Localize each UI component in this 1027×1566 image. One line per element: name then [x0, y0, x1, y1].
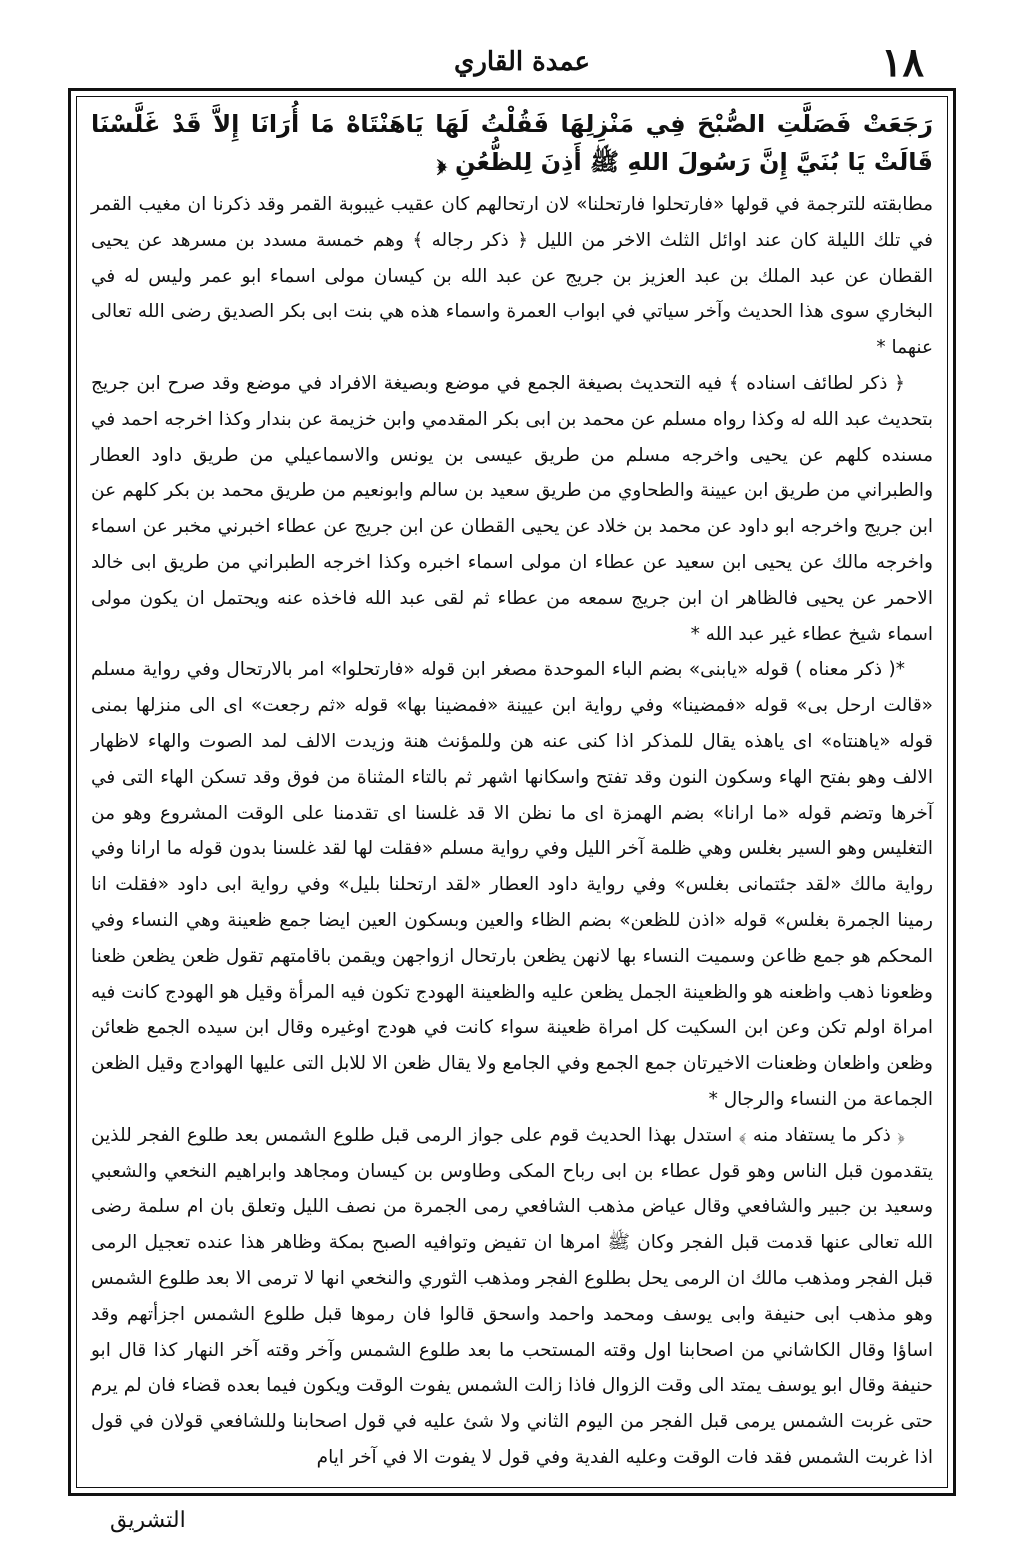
running-title: عمدة القاري [454, 47, 590, 77]
paragraph-relevance-and-narrators: مطابقته للترجمة في قولها «فارتحلوا فارتحلنا» لان ارتحالهم كان عقيب غيبوبة القمر وقد ذكرنا ان مغيب القمر في تلك الليلة كان عند اوائل الثلث الاخر من الليل ﴿ ذكر رجاله ﴾ وهم خمسة مسدد بن مسرهد عن يحيى القطان عن عبد الملك بن عبد العزيز بن جريج عن عبد الله بن كيسان مولى اسماء ابو عمر وليس له في البخاري سوى هذا الحديث وآخر سياتي في ابواب العمرة واسماء هذه هي بنت ابى بكر الصديق رضى الله تعالى عنهما * [91, 194, 933, 359]
main-text [91, 105, 933, 1476]
paragraph-meaning: *( ذكر معناه ) قوله «يابنى» بضم الباء الموحدة مصغر ابن قوله «فارتحلوا» امر بالارتحال وفي رواية مسلم «قالت ارحل بى» قوله «فمضينا» وفي رواية ابن عيينة «فمضينا بها» قوله «ثم رجعت» اى الى منزلها بمنى قوله «ياهنتاه» اى ياهذه يقال للمذكر اذا كنى عنه هن وللمؤنث هنة وزيدت الالف لمد الصوت والهاء لاظهار الالف وهو بفتح الهاء وسكون النون وقد تفتح واسكانها اشهر ثم بالتاء المثناة من فوق وقد تسكن الهاء التى في آخرها وتضم قوله «ما ارانا» بضم الهمزة اى ما نظن الا قد غلسنا اى تقدمنا على الوقت المشروع وهو من التغليس وهو السير بغلس وهي ظلمة آخر الليل وفي رواية مسلم «فقلت لها لقد غلسنا بدون قوله ما ارانا وفي رواية مالك «لقد جئتمانى بغلس» وفي رواية داود العطار «لقد ارتحلنا بليل» وفي رواية ابى داود «فقلت انا رمينا الجمرة بغلس» قوله «اذن للظعن» بضم الظاء والعين وبسكون العين ايضا جمع ظعينة وهي النساء وفي المحكم هو جمع ظاعن وسميت النساء بها لانهن يظعن بارتحال ازواجهن ويقمن باقامتهم تقول ظعن يظعن ظعنا وظعونا ذهب واظعنه هو والظعينة الجمل يظعن عليه والظعينة الهودج تكون فيه المرأة وقيل هو الهودج كانت فيه امراة اولم تكن وعن ابن السكيت كل امراة ظعينة سواء كانت في هودج اوغيره وقال ابن سيده الجمع ظعائن وظعن واظعان وظعنات الاخيرتان جمع الجمع وفي الجامع ولا يقال ظعن الا للابل التى عليها الهوادج وقيل الظعن الجماعة من النساء والرجال * [91, 659, 933, 1110]
page-header [64, 38, 964, 88]
catchword: التشريق [110, 1508, 186, 1533]
paragraph-rulings: ﴿ ذكر ما يستفاد منه ﴾ استدل بهذا الحديث قوم على جواز الرمى قبل طلوع الشمس بعد طلوع الفجر للذين يتقدمون قبل الناس وهو قول عطاء بن ابى رباح المكى وطاوس بن كيسان ومجاهد وابراهيم النخعي والشعبي وسعيد بن جبير والشافعي وقال عياض مذهب الشافعي رمى الجمرة من نصف الليل وتعلق بان ام سلمة رضى الله تعالى عنها قدمت قبل الفجر وكان ﷺ امرها ان تفيض وتوافيه الصبح بمكة وظاهر هذا عنده تعجيل الرمى قبل الفجر ومذهب مالك ان الرمى يحل بطلوع الفجر ومذهب الثوري والنخعي انها لا ترمى الا بعد طلوع الشمس وهو مذهب ابى حنيفة وابى يوسف ومحمد واحمد واسحق قالوا فان رموها قبل طلوع الشمس اجزأتهم وقد اساؤا وقال الكاشاني من اصحابنا اول وقته المستحب ما بعد طلوع الشمس وآخر وقته آخر النهار كذا قال ابو حنيفة وقال ابو يوسف يمتد الى وقت الزوال فاذا زالت الشمس يفوت الوقت ويكون فيما بعده قضاء فان لم يرم حتى غربت الشمس يرمى قبل الفجر من اليوم الثاني ولا شئ عليه في قول اصحابنا وللشافعي قولان في قول اذا غربت الشمس فقد فات الوقت وعليه الفدية وفي قول لا يفوت الا في آخر ايام [91, 1124, 933, 1468]
page-number: ۱۸ [881, 39, 924, 86]
hadith-text: رَجَعَتْ فَصَلَّتِ الصُّبْحَ فِي مَنْزِلِهَا فَقُلْتُ لَهَا يَاهَنْتَاهْ مَا أُرَانَا إِلاَّ قَدْ غَلَّسْنَا قَالَتْ يَا بُنَيَّ إِنَّ رَسُولَ اللهِ ﷺ أَذِنَ لِلظُّعُنِ ﴿ [91, 110, 933, 176]
page-border-outer [68, 88, 956, 1496]
paragraph-isnad-subtleties: ﴿ ذكر لطائف اسناده ﴾ فيه التحديث بصيغة الجمع في موضع وبصيغة الافراد في موضع وقد صرح ابن جريج بتحديث عبد الله له وكذا رواه مسلم عن محمد بن ابى بكر المقدمي وابن خزيمة عن بندار وكذا اخرجه احمد في مسنده كلهم عن يحيى واخرجه مسلم من طريق عيسى بن يونس والاسماعيلي من طريق داود العطار والطبراني من طريق ابن عيينة والطحاوي من طريق سعيد بن سالم وابونعيم من طريق محمد بن بكر كلهم عن ابن جريج واخرجه ابو داود عن محمد بن خلاد عن يحيى القطان عن ابن جريج عن عطاء اخبرني مخبر عن اسماء واخرجه مالك عن يحيى ابن سعيد عن عطاء ان مولى اسماء اخبره وكذا اخرجه الطبراني من طريق ابى خالد الاحمر عن يحيى فالظاهر ان ابن جريج سمعه من عطاء ثم لقى عبد الله فاخذه عنه ويحتمل ان يكون مولى اسماء شيخ عطاء غير عبد الله * [91, 372, 933, 645]
page-border-inner [76, 96, 948, 1488]
